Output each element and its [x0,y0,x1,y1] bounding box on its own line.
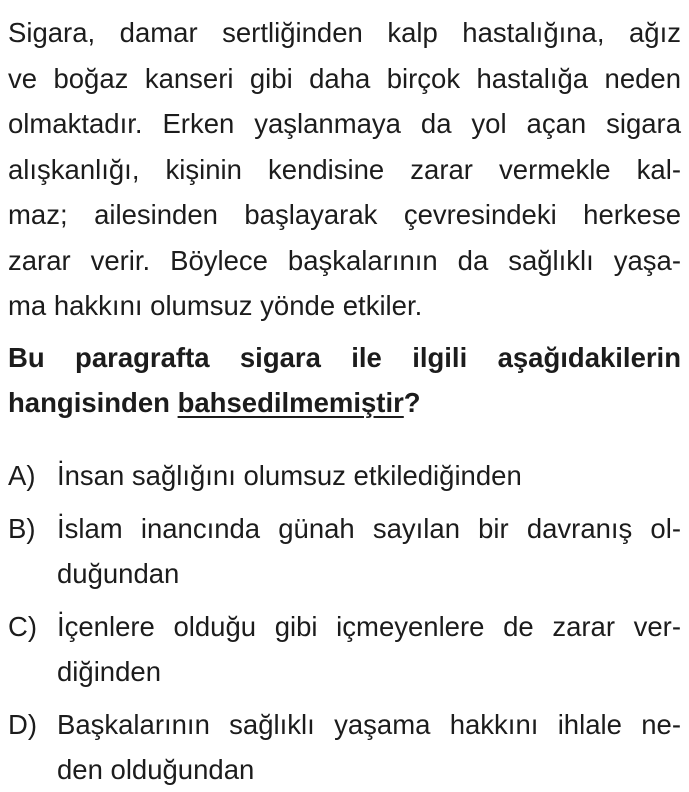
paragraph-line: olmaktadır. Erken yaşlanmaya da yol açan sigara [8,108,681,139]
option-c[interactable] [8,604,681,694]
option-line: den olduğundan [57,753,255,785]
reading-paragraph [8,10,681,329]
option-d[interactable] [8,702,681,792]
option-letter: D) [8,708,38,740]
option-text [57,604,681,694]
option-text [57,506,681,596]
answer-options [8,453,681,792]
paragraph-line: Sigara, damar sertliğinden kalp hastalığına, ağız [8,17,681,48]
option-a[interactable] [8,453,681,498]
option-line: duğundan [57,557,180,589]
option-letter: C) [8,610,38,642]
question-stem [8,335,681,425]
paragraph-line: zarar verir. Böylece başkalarının da sağlıklı yaşa- [8,244,681,276]
option-line: diğinden [57,655,161,687]
question-mark: ? [403,386,421,418]
question-keyword: bahsedilmemiştir [177,386,404,418]
question-prefix: hangisinden [8,386,178,418]
paragraph-line: alışkanlığı, kişinin kendisine zarar vermekle kal- [8,153,681,185]
question-line [8,380,681,425]
option-text [57,702,681,792]
paragraph-line: ve boğaz kanseri gibi daha birçok hastalığa neden [8,62,681,94]
option-line: Başkalarının sağlıklı yaşama hakkını ihlale ne- [57,708,681,740]
paragraph-line: ma hakkını olumsuz yönde etkiler. [8,290,423,321]
option-line: İnsan sağlığını olumsuz etkilediğinden [57,459,522,491]
option-line: İslam inancında günah sayılan bir davranış ol- [57,512,681,544]
question-line: Bu paragrafta sigara ile ilgili aşağıdakilerin [8,341,681,373]
option-letter: B) [8,512,36,544]
option-text [57,453,681,498]
option-b[interactable] [8,506,681,596]
paragraph-line: maz; ailesinden başlayarak çevresindeki herkese [8,199,681,230]
option-letter: A) [8,459,36,491]
option-line: İçenlere olduğu gibi içmeyenlere de zarar ver- [57,610,681,642]
